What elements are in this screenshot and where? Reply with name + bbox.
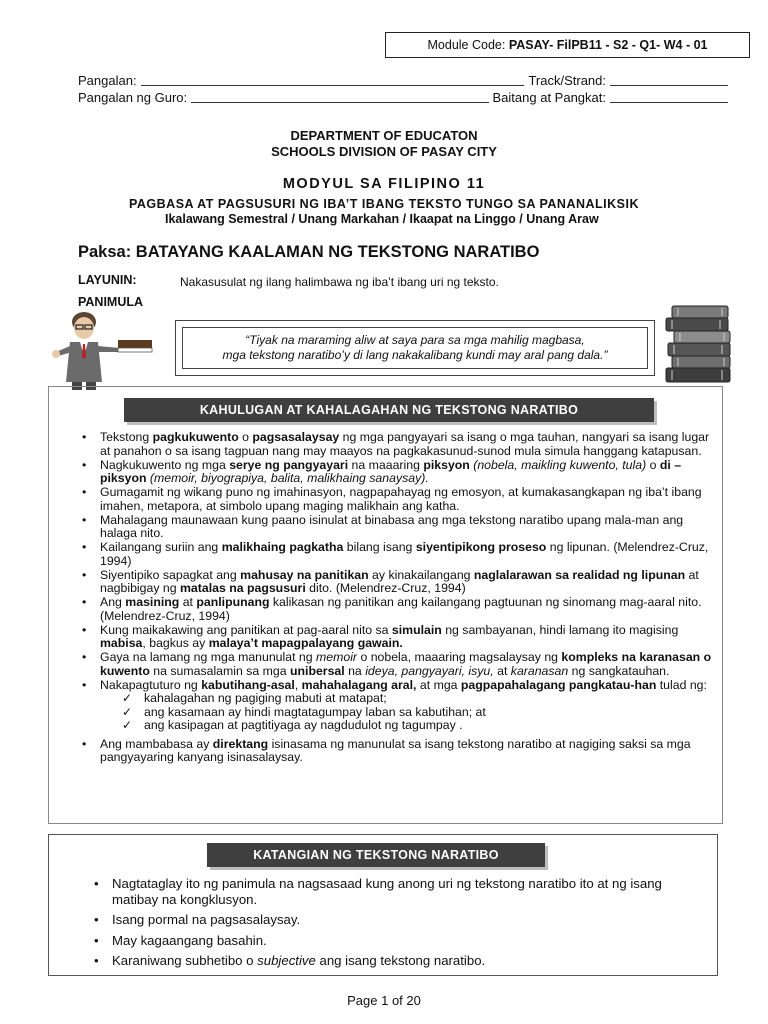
bold-text: kabutihang-asal (201, 677, 295, 692)
quote-line-2: mga tekstong naratibo’y di lang nakakalibang kundi may aral pang dala.” (222, 348, 608, 362)
bold-text: piksyon (423, 457, 470, 472)
check-item: ✓ ang kasipagan at pagtitiyaga ay nagdudulot ng tagumpay . (122, 719, 718, 733)
baitang-label: Baitang at Pangkat: (492, 90, 606, 105)
department-heading (0, 128, 768, 160)
text-run: Kailangang suriin ang (100, 540, 222, 554)
bullet-item (78, 431, 718, 458)
text-run: Isang pormal na pagsasalaysay. (112, 912, 301, 927)
bold-text: masining (125, 595, 180, 609)
text-run: ng sambayanan, hindi lamang ito magising (441, 622, 679, 637)
text-run: Nakapagtuturo ng (100, 677, 202, 692)
text-run: at nagbibigay ng (100, 567, 699, 595)
text-run: na maaaring (348, 457, 424, 472)
text-run: bilang isang (343, 540, 416, 554)
baitang-field[interactable] (610, 90, 728, 103)
quote-text (182, 327, 648, 369)
text-run: Karaniwang subhetibo o (112, 953, 258, 968)
italic-text: ideya, pangyayari, isyu, (365, 663, 494, 678)
text-run: o nobela, maaaring magsalaysay ng (357, 650, 562, 664)
bullet-item (90, 953, 700, 969)
check-item: ✓ ang kasamaan ay hindi magtatagumpay laban sa kabutihan; at (122, 706, 718, 720)
check-item: ✓ kahalagahan ng pagiging mabuti at matapat; (122, 692, 718, 706)
dept-name: DEPARTMENT OF EDUCATON (290, 128, 478, 143)
text-run: dito. (Melendrez-Cruz, 1994) (305, 581, 466, 595)
track-label: Track/Strand: (528, 73, 606, 88)
bold-text: pagsasalaysay (252, 430, 340, 444)
italic-text: memoir (316, 650, 358, 664)
katangian-banner: KATANGIAN NG TEKSTONG NARATIBO (207, 843, 545, 867)
bullet-item (78, 679, 718, 733)
text-run: na sumasalamin sa mga (149, 663, 290, 678)
bullet-item (78, 624, 718, 651)
layunin-text: Nakasusulat ng ilang halimbawa ng iba’t ibang uri ng teksto. (180, 275, 499, 289)
module-code-value: PASAY- FilPB11 - S2 - Q1- W4 - 01 (508, 38, 708, 52)
kahulugan-list (78, 431, 718, 765)
text-run: ng lipunan. (Melendrez-Cruz, 1994) (100, 540, 709, 568)
book-stack-illustration (662, 300, 737, 392)
text-run: o (238, 430, 253, 444)
text-run: Nagkukuwento ng mga (100, 457, 230, 472)
module-code-box (385, 32, 750, 58)
bullet-item (78, 459, 718, 486)
text-run: Gumagamit ng wikang puno ng imahinasyon, nagpapahayag ng emosyon, at kumakasangkapan ng iba’t ibang imahen, metapora, at simbolo upang maging malikhain ang katha. (100, 485, 702, 513)
bold-text: serye ng pangyayari (229, 457, 349, 472)
bold-text: simulain (391, 622, 442, 637)
text-run: Ang mambabasa ay (100, 736, 213, 751)
bold-text: direktang (212, 736, 269, 751)
semester-line: Ikalawang Semestral / Unang Markahan / Ikaapat na Linggo / Unang Araw (165, 212, 599, 226)
module-code-label: Module Code: (427, 38, 509, 52)
text-run: ng mga pangyayari sa isang o mga tauhan, nangyari sa isang lugar at panahon o sa isang tagpuan nang may maayos na pagkakasunud-sunod mula simula hanggang katapusan. (100, 430, 710, 458)
name-row (78, 73, 728, 89)
bold-text: mahusay na panitikan (240, 567, 369, 582)
bold-text: malikhaing pagkatha (221, 540, 344, 554)
bold-text: panlipunang (196, 595, 270, 609)
text-run: Mahalagang maunawaan kung paano isinulat at binabasa ang mga tekstong naratibo upang mala-man ang halaga nito. (100, 512, 684, 540)
bullet-item (78, 596, 718, 623)
italic-text: subjective (257, 953, 316, 968)
text-run: ay kinakailangang (368, 567, 474, 582)
guro-field[interactable] (191, 90, 488, 103)
bold-text: siyentipikong proseso (415, 540, 547, 554)
bold-text: naglalarawan sa realidad ng lipunan (473, 567, 686, 582)
paksa-heading: Paksa: BATAYANG KAALAMAN NG TEKSTONG NARATIBO (78, 243, 540, 261)
text-run: kalikasan ng panitikan ang kailangang pagtuunan ng sinomang mag-aaral nito. (Melendrez-Cruz, 1994) (100, 595, 702, 623)
bold-text: pagkukuwento (152, 430, 239, 444)
check-list (100, 692, 718, 733)
bold-text: kompleks na karanasan o kuwento (100, 650, 712, 678)
bold-text: pagpapahalagang pangkatau-han (460, 677, 657, 692)
quote-line-1: “Tiyak na maraming aliw at saya para sa mga mahilig magbasa, (245, 333, 585, 347)
pangalan-field[interactable] (141, 73, 525, 86)
text-run: at (493, 663, 511, 678)
modyul-title: MODYUL SA FILIPINO 11 (282, 176, 486, 192)
bold-text: mabisa (100, 636, 143, 650)
bold-text: di – piksyon (100, 457, 682, 485)
bold-text: mahahalagang aral, (301, 677, 417, 692)
bullet-item (78, 651, 718, 678)
bullet-item (78, 738, 718, 765)
text-run: Ang (100, 595, 126, 609)
text-run: at (179, 595, 197, 609)
guro-label: Pangalan ng Guro: (78, 90, 188, 105)
pangalan-label: Pangalan: (78, 73, 137, 88)
bullet-item (90, 876, 700, 907)
text-run: o (646, 457, 660, 472)
text-run: na (344, 663, 366, 678)
text-run: at mga (416, 677, 461, 692)
bullet-item (90, 933, 700, 949)
teacher-with-book-illustration (48, 308, 160, 392)
quote-frame (175, 320, 655, 376)
bullet-item (78, 569, 718, 596)
italic-text: karanasan (510, 663, 569, 678)
teacher-row (78, 90, 728, 106)
panimula-label: PANIMULA (78, 295, 144, 309)
italic-text: (nobela, maikling kuwento, tula) (473, 457, 647, 472)
text-run: May kagaangang basahin. (112, 932, 267, 948)
text-run: Tekstong (100, 430, 153, 444)
text-run: ng sangkatauhan. (568, 663, 670, 678)
bold-text: matalas na pagsusuri (180, 581, 306, 595)
division-name: SCHOOLS DIVISION OF PASAY CITY (271, 144, 497, 159)
text-run: , (294, 677, 302, 692)
text-run: Siyentipiko sapagkat ang (100, 567, 241, 582)
bullet-item (78, 541, 718, 568)
italic-text: (memoir, biyograpiya, balita, malikhaing sanaysay). (149, 471, 429, 485)
kahulugan-banner: KAHULUGAN AT KAHALAGAHAN NG TEKSTONG NARATIBO (124, 398, 654, 422)
bold-text: malaya’t mapagpalayang gawain. (208, 636, 403, 650)
text-run: ang isang tekstong naratibo. (315, 953, 486, 968)
bullet-item (90, 912, 700, 928)
subject-title: PAGBASA AT PAGSUSURI NG IBA’T IBANG TEKSTO TUNGO SA PANANALIKSIK (128, 197, 640, 211)
bullet-item (78, 514, 718, 541)
text-run: Gaya na lamang ng mga manunulat ng (100, 650, 317, 664)
layunin-label: LAYUNIN: (78, 273, 137, 287)
track-field[interactable] (610, 73, 728, 86)
bold-text: unibersal (290, 663, 345, 678)
katangian-list (90, 876, 700, 974)
text-run: , bagkus ay (142, 636, 209, 650)
text-run: Kung maikakawing ang panitikan at pag-aaral nito sa (100, 622, 392, 637)
page-number: Page 1 of 20 (347, 993, 421, 1008)
text-run: Nagtataglay ito ng panimula na nagsasaad kung anong uri ng tekstong naratibo ito at ng isang matibay na kongklusyon. (112, 876, 662, 907)
text-run: tulad ng: (656, 677, 707, 692)
bullet-item (78, 486, 718, 513)
text-run: isinasama ng manunulat sa isang tekstong naratibo at nagiging saksi sa mga pangyayaring kanyang isinasalaysay. (100, 736, 691, 764)
